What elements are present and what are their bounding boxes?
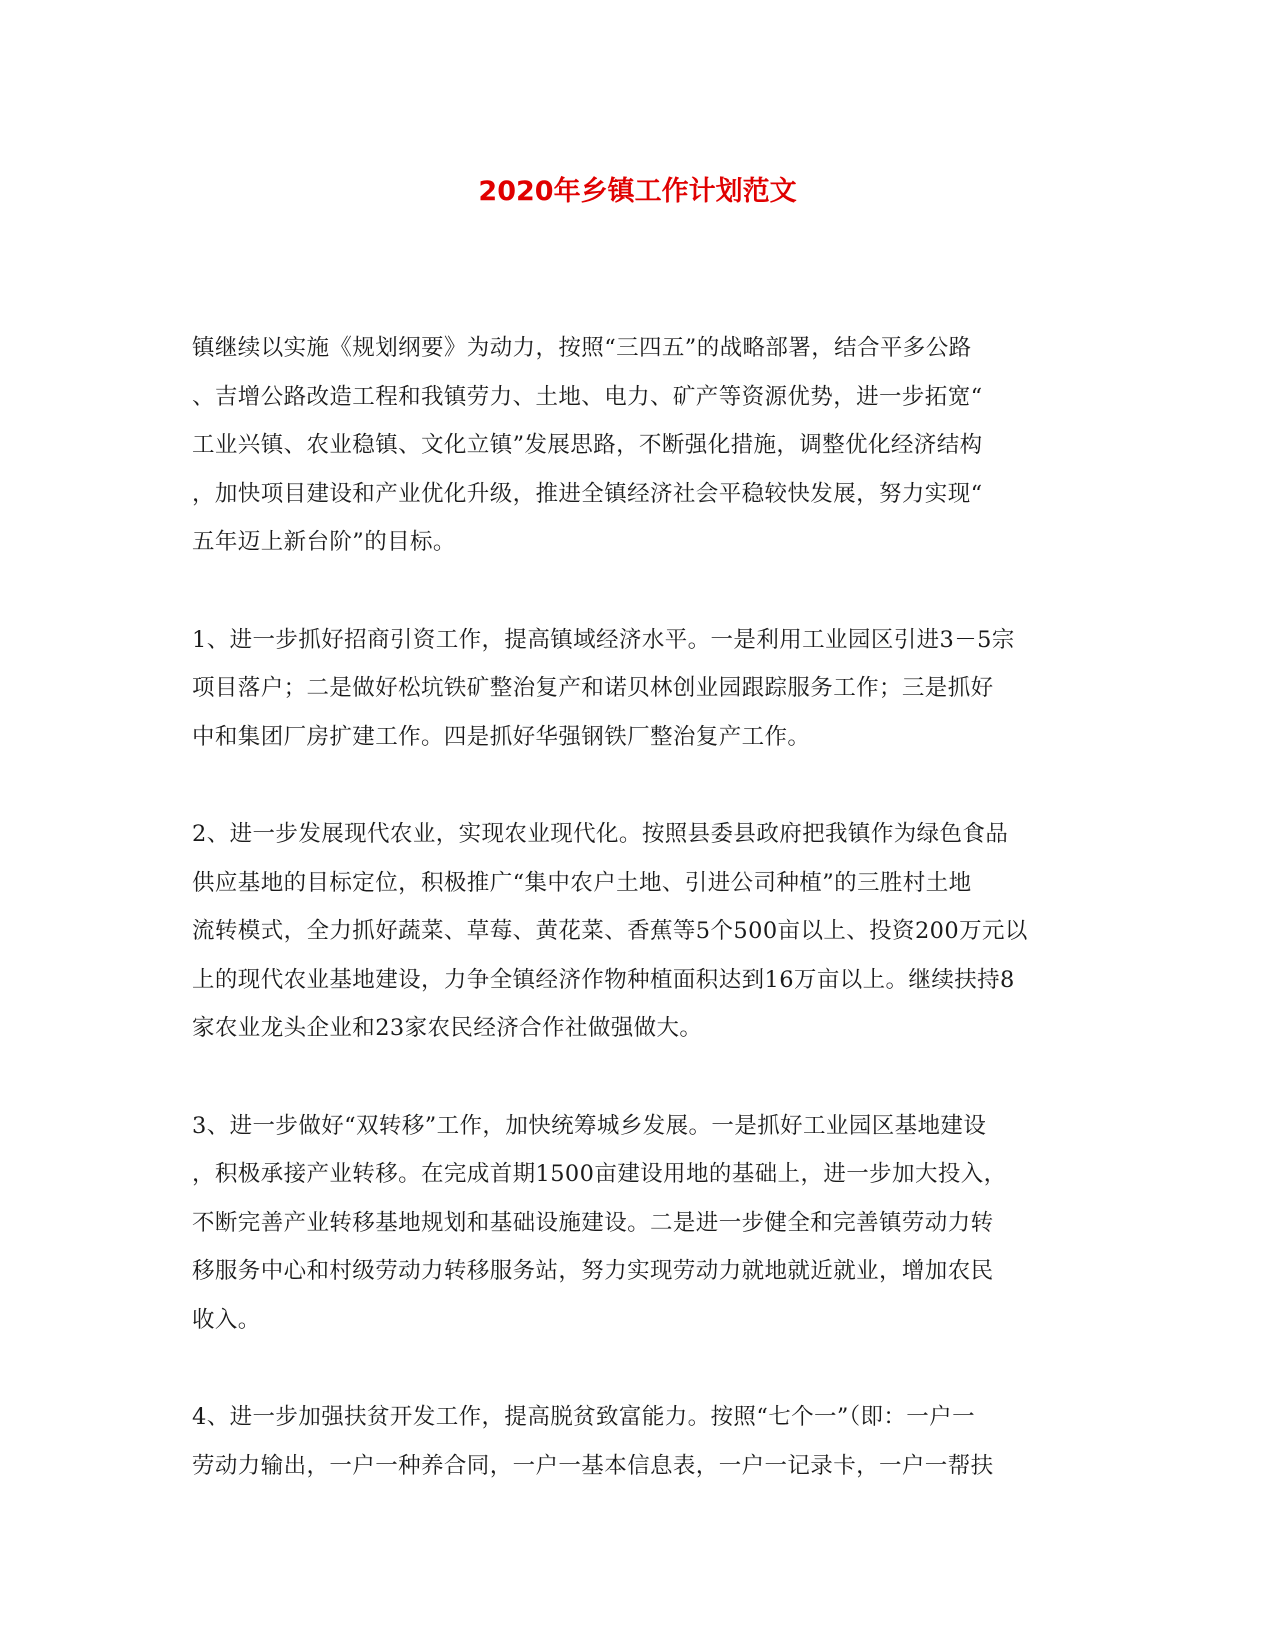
text-line: 上的现代农业基地建设，力争全镇经济作物种植面积达到16万亩以上。继续扶持8 (192, 966, 1015, 993)
text-line: 供应基地的目标定位，积极推广“集中农户土地、引进公司种植”的三胜村土地 (192, 869, 972, 896)
paragraph-item-1 (192, 616, 1082, 762)
text-line: 工业兴镇、农业稳镇、文化立镇”发展思路，不断强化措施，调整优化经济结构 (192, 432, 983, 458)
text-line: 1、进一步抓好招商引资工作，提高镇域经济水平。一是利用工业园区引进3－5宗 (192, 626, 1015, 653)
paragraph-item-3 (192, 1102, 1082, 1345)
text-line: ，积极承接产业转移。在完成首期1500亩建设用地的基础上，进一步加大投入， (192, 1161, 1007, 1187)
text-line: 、吉增公路改造工程和我镇劳力、土地、电力、矿产等资源优势，进一步拓宽“ (192, 383, 983, 410)
text-line: 不断完善产业转移基地规划和基础设施建设。二是进一步健全和完善镇劳动力转 (192, 1209, 994, 1236)
paragraph-intro (192, 324, 1082, 567)
text-line: 五年迈上新台阶”的目标。 (192, 529, 456, 555)
document-body (192, 324, 1082, 1539)
text-line: 镇继续以实施《规划纲要》为动力，按照“三四五”的战略部署，结合平多公路 (192, 335, 972, 361)
text-line: 收入。 (192, 1306, 261, 1333)
document-title: 2020年乡镇工作计划范文 (478, 176, 797, 207)
text-line: 中和集团厂房扩建工作。四是抓好华强钢铁厂整治复产工作。 (192, 723, 811, 750)
text-line: 流转模式，全力抓好蔬菜、草莓、黄花菜、香蕉等5个500亩以上、投资200万元以 (192, 918, 1028, 944)
text-line: 移服务中心和村级劳动力转移服务站，努力实现劳动力就地就近就业，增加农民 (192, 1258, 994, 1284)
text-line: 家农业龙头企业和23家农民经济合作社做强做大。 (192, 1015, 703, 1041)
text-line: 项目落户；二是做好松坑铁矿整治复产和诺贝林创业园跟踪服务工作；三是抓好 (192, 675, 994, 701)
text-line: ，加快项目建设和产业优化升级，推进全镇经济社会平稳较快发展，努力实现“ (192, 480, 983, 507)
text-line: 4、进一步加强扶贫开发工作，提高脱贫致富能力。按照“七个一”（即：一户一 (192, 1404, 975, 1430)
text-line: 劳动力输出，一户一种养合同，一户一基本信息表，一户一记录卡，一户一帮扶 (192, 1452, 994, 1479)
paragraph-item-4 (192, 1393, 1082, 1490)
text-line: 3、进一步做好“双转移”工作，加快统筹城乡发展。一是抓好工业园区基地建设 (192, 1112, 987, 1139)
text-line: 2、进一步发展现代农业，实现农业现代化。按照县委县政府把我镇作为绿色食品 (192, 821, 1009, 847)
paragraph-item-2 (192, 810, 1082, 1053)
